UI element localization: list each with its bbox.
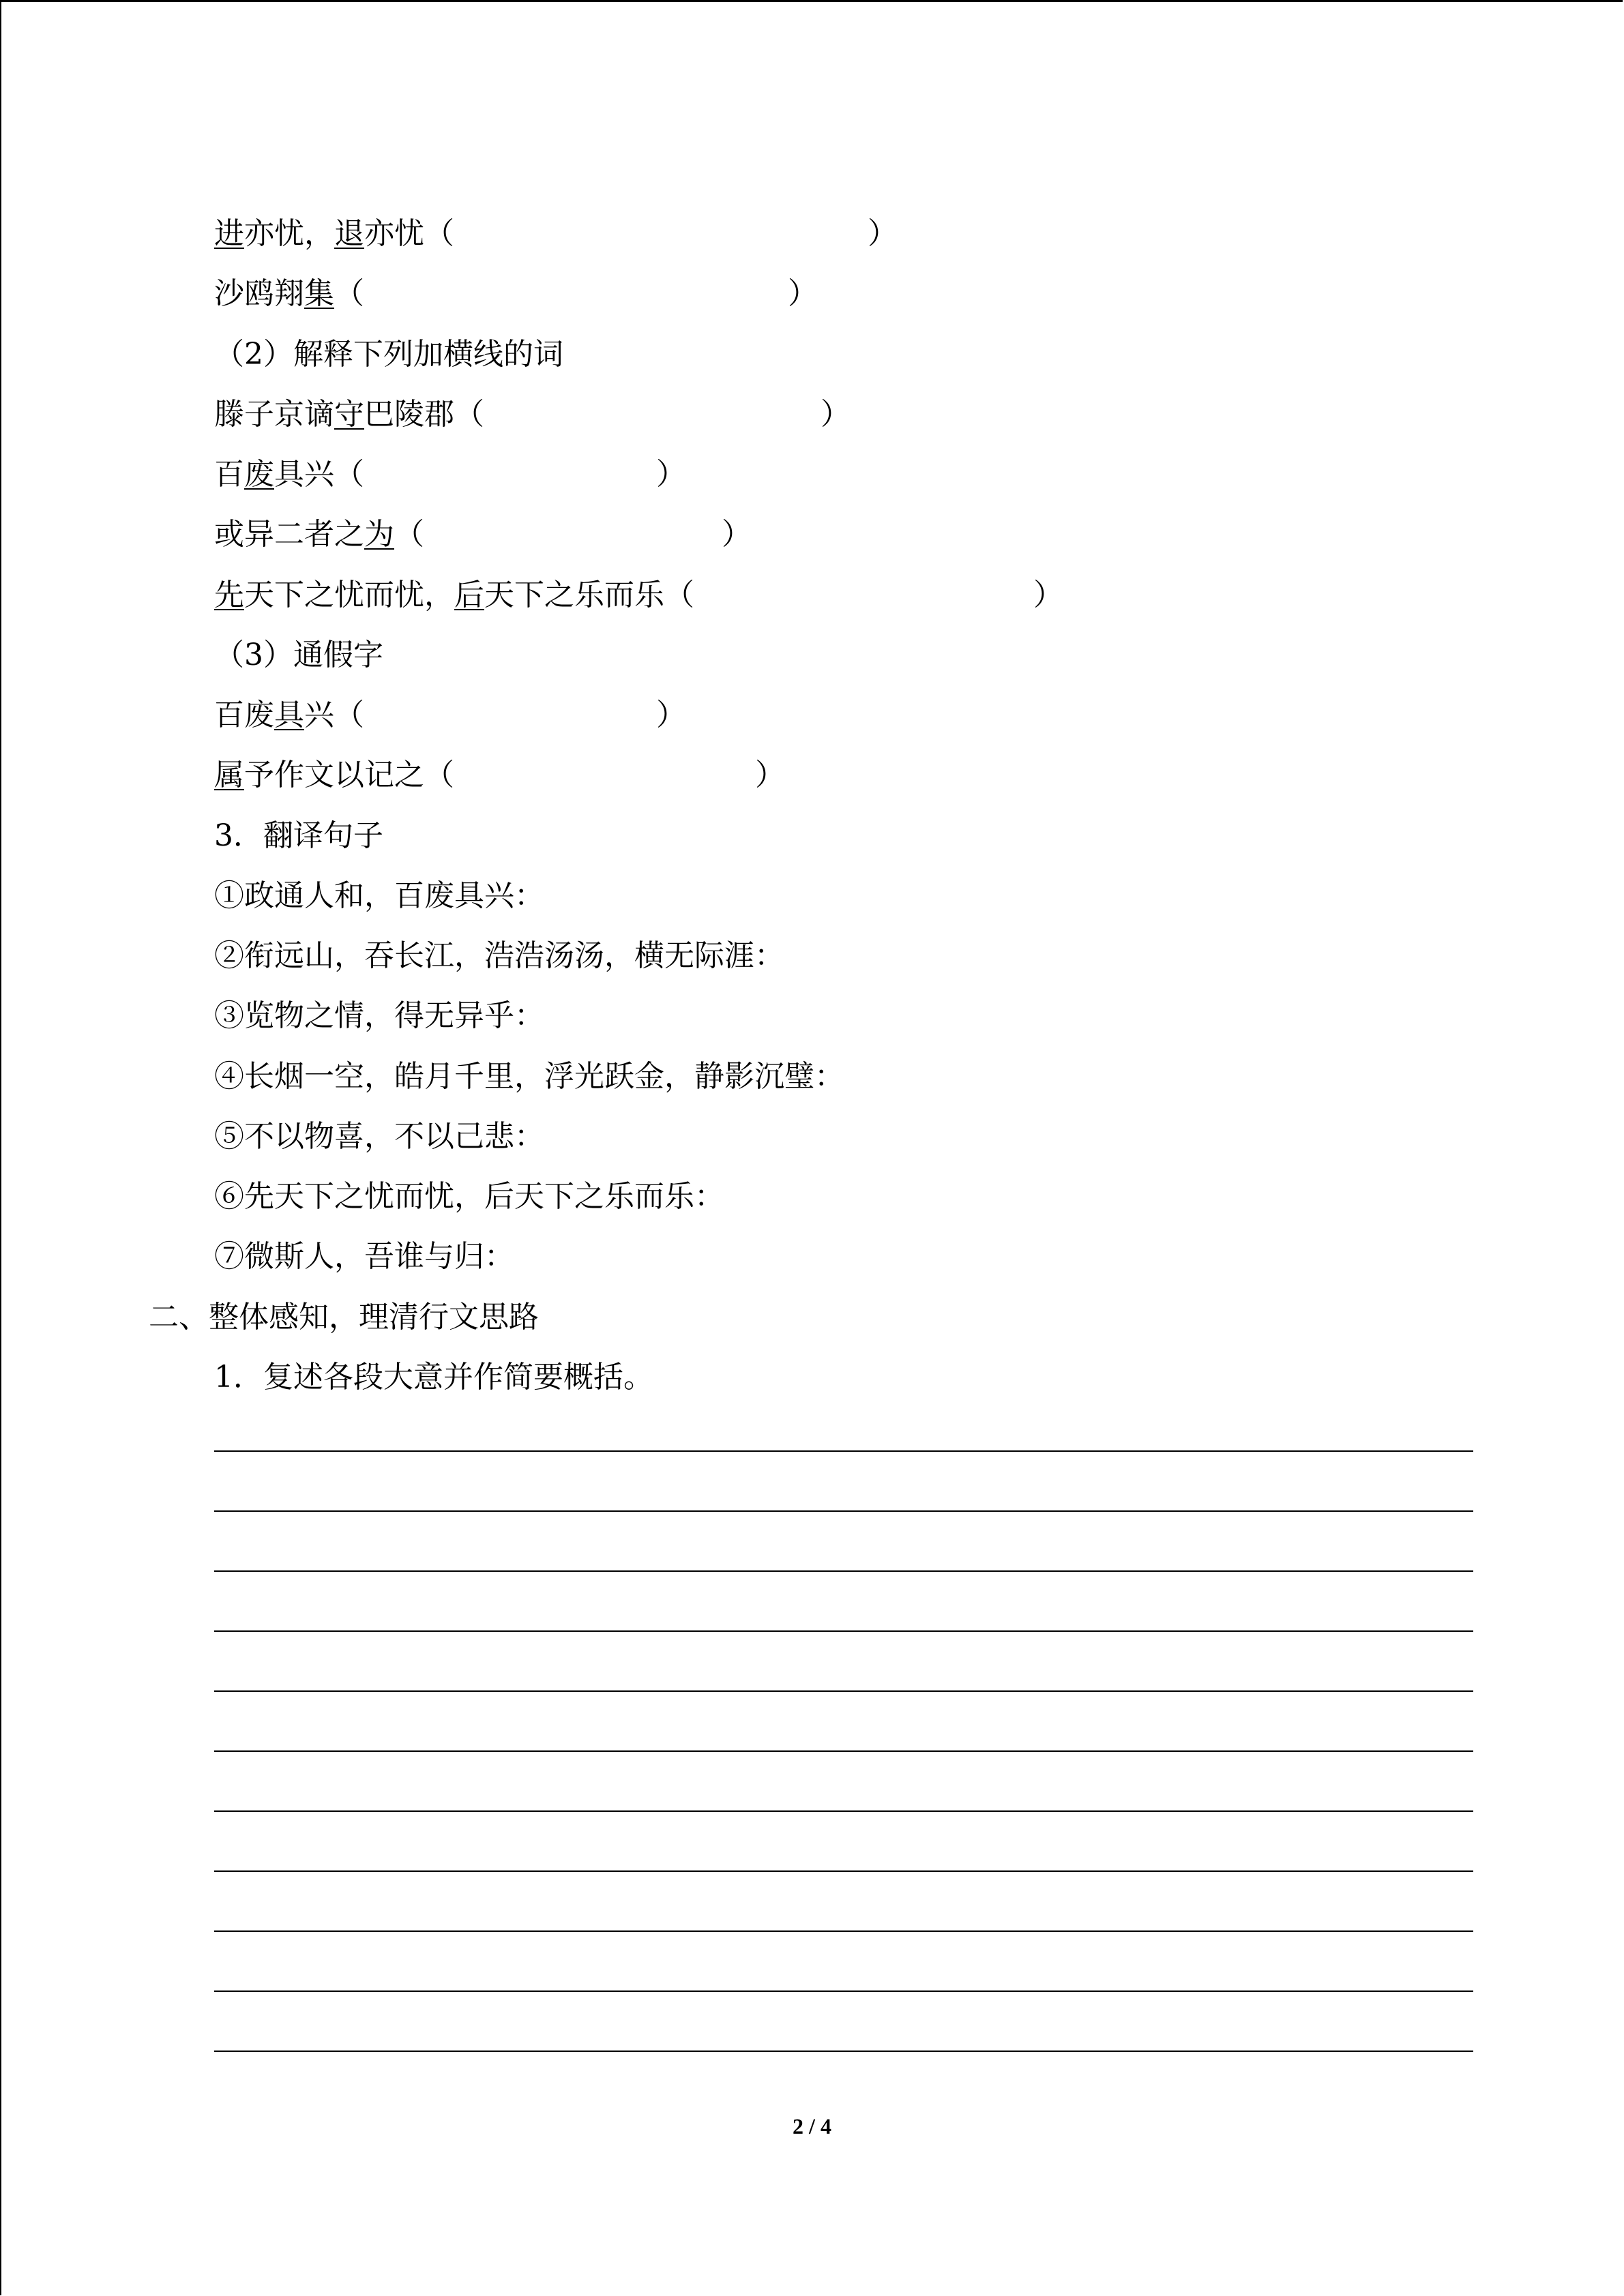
vocab-line-6: 或异二者之为（: [214, 517, 424, 552]
answer-line: [214, 1450, 1473, 1452]
underlined-word: 集: [304, 276, 334, 311]
section-heading-2: （2）解释下列加横线的词: [214, 337, 563, 372]
vocab-line-5: 百废具兴（: [214, 457, 364, 492]
close-paren: ）: [722, 517, 752, 552]
answer-line: [214, 1510, 1473, 1512]
answer-line: [214, 1630, 1473, 1632]
answer-line: [214, 1750, 1473, 1752]
sentence-6: ⑥先天下之忧而忧，后天下之乐而乐：: [214, 1179, 724, 1214]
answer-line: [214, 2051, 1473, 2052]
sentence-1: ①政通人和，百废具兴：: [214, 878, 544, 913]
answer-line: [214, 1870, 1473, 1872]
vocab-line-4: 滕子京谪守巴陵郡（: [214, 397, 484, 432]
answer-line: [214, 1570, 1473, 1572]
vocab-line-2: 沙鸥翔集（: [214, 276, 364, 311]
underlined-word: 属: [214, 758, 244, 792]
close-paren: ）: [755, 758, 785, 792]
translate-heading: 3．翻译句子: [214, 818, 383, 853]
answer-line: [214, 1930, 1473, 1932]
underlined-word: 后: [454, 578, 484, 612]
underlined-word: 退: [334, 216, 364, 251]
close-paren: ）: [821, 397, 851, 432]
question-1: 1．复述各段大意并作简要概括。: [214, 1360, 653, 1395]
sentence-5: ⑤不以物喜，不以己悲：: [214, 1119, 544, 1154]
answer-line: [214, 1690, 1473, 1692]
underlined-word: 守: [334, 397, 364, 432]
answer-line: [214, 1810, 1473, 1812]
vocab-line-7: 先天下之忧而忧，后天下之乐而乐（: [214, 578, 694, 612]
vocab-line-10: 属予作文以记之（: [214, 758, 454, 792]
sentence-2: ②衔远山，吞长江，浩浩汤汤，横无际涯：: [214, 938, 784, 973]
close-paren: ）: [868, 216, 898, 251]
section-heading-3: （3）通假字: [214, 638, 383, 672]
answer-line: [214, 1991, 1473, 1992]
sentence-4: ④长烟一空，皓月千里，浮光跃金，静影沉璧：: [214, 1059, 844, 1094]
underlined-word: 进: [214, 216, 244, 251]
page-number: 2 / 4: [793, 2114, 831, 2138]
sentence-3: ③览物之情，得无异乎：: [214, 998, 544, 1033]
sentence-7: ⑦微斯人，吾谁与归：: [214, 1239, 514, 1274]
close-paren: ）: [788, 276, 818, 311]
close-paren: ）: [656, 457, 686, 492]
close-paren: ）: [1033, 578, 1063, 612]
close-paren: ）: [656, 698, 686, 732]
underlined-word: 具: [274, 698, 304, 732]
vocab-line-9: 百废具兴（: [214, 698, 364, 732]
underlined-word: 为: [364, 517, 394, 552]
underlined-word: 废: [244, 457, 274, 492]
part-two-heading: 二、整体感知，理清行文思路: [149, 1300, 539, 1335]
underlined-word: 先: [214, 578, 244, 612]
vocab-line-1: 进亦忧，退亦忧（: [214, 216, 454, 251]
